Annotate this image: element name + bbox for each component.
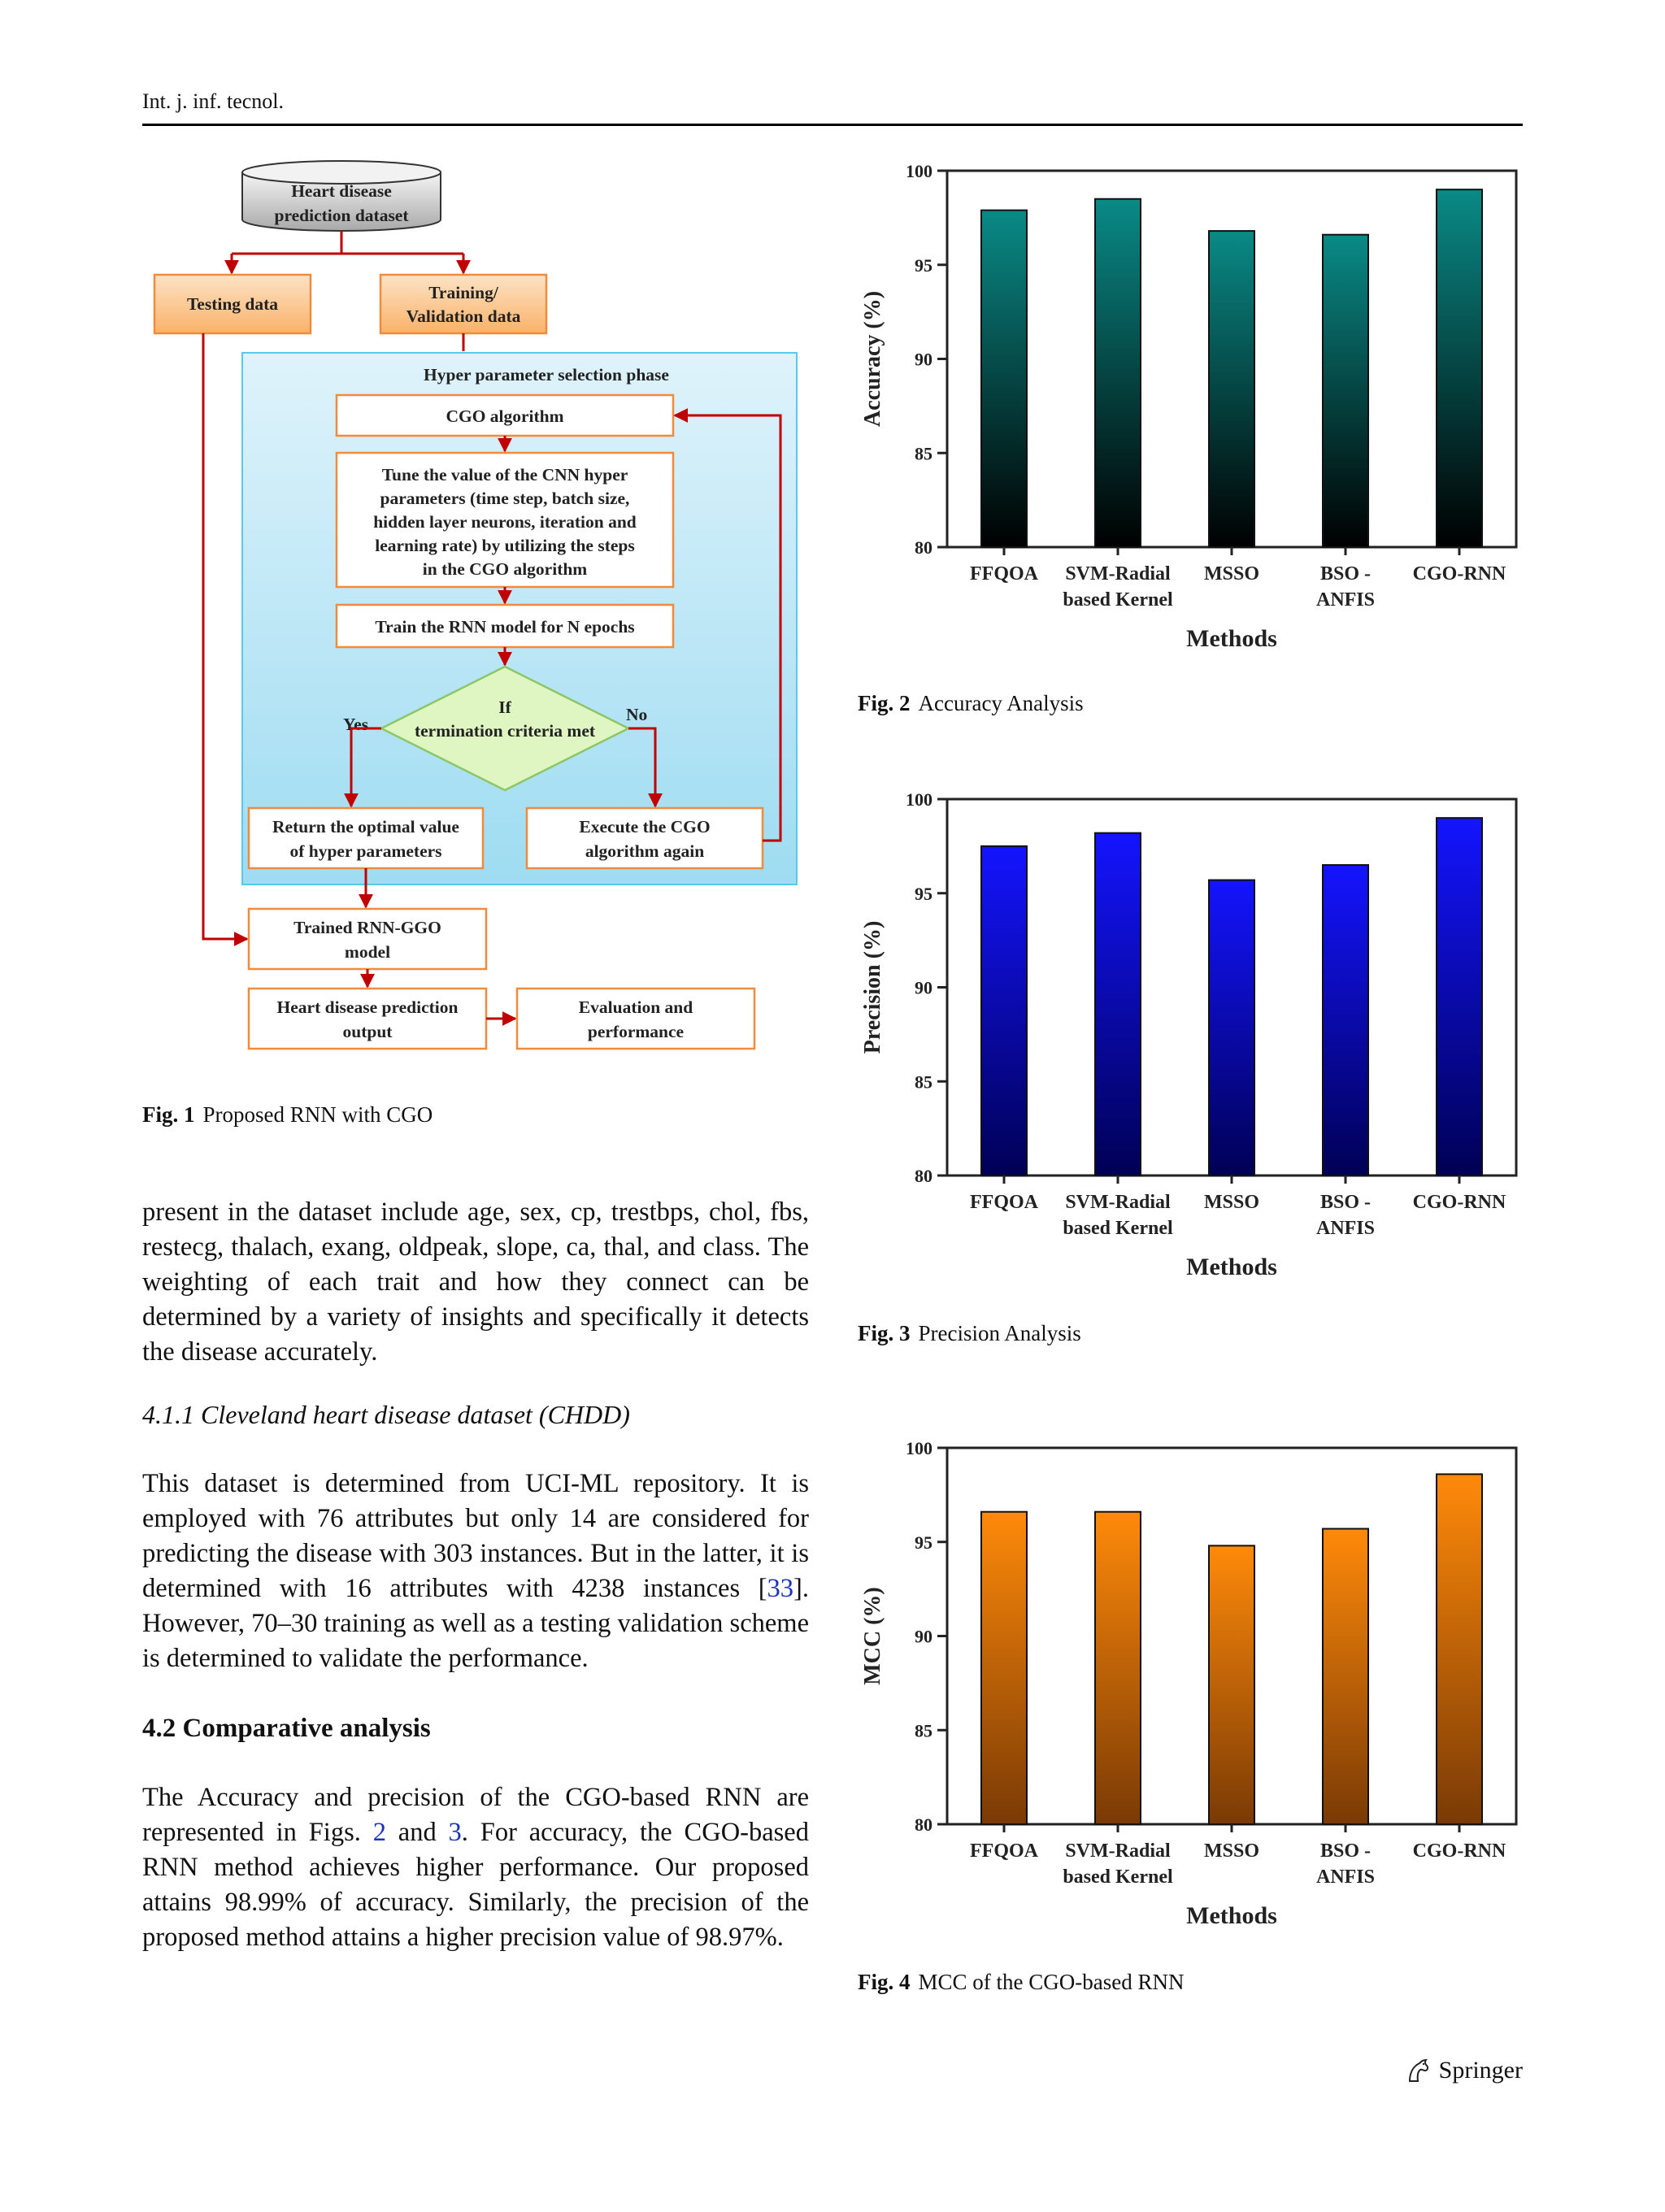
x-tick-label: based Kernel bbox=[1063, 1867, 1173, 1888]
cgo-label: CGO algorithm bbox=[446, 406, 564, 426]
x-tick-label: MSSO bbox=[1203, 563, 1260, 585]
bar bbox=[981, 211, 1027, 547]
y-tick-label: 95 bbox=[915, 254, 932, 276]
fig1-text: Proposed RNN with CGO bbox=[202, 1102, 433, 1127]
fig2-text: Accuracy Analysis bbox=[918, 691, 1084, 715]
fig3-text: Precision Analysis bbox=[918, 1321, 1081, 1345]
dataset-label-2: prediction dataset bbox=[274, 206, 409, 225]
x-tick-label: BSO - bbox=[1319, 1840, 1372, 1862]
y-tick-label: 90 bbox=[915, 1626, 932, 1647]
ref-33-link[interactable]: 33 bbox=[767, 1574, 794, 1603]
x-axis-label: Methods bbox=[1186, 1902, 1277, 1929]
bar bbox=[1437, 818, 1482, 1176]
y-tick-label: 85 bbox=[915, 1071, 932, 1093]
x-tick-label: SVM-Radial bbox=[1065, 563, 1171, 585]
trained-line-2: model bbox=[344, 942, 391, 962]
return-line-1: Return the optimal value bbox=[272, 817, 459, 837]
eval-line-2: performance bbox=[587, 1022, 685, 1041]
x-tick-label: based Kernel bbox=[1063, 1218, 1173, 1239]
dataset-label-1: Heart disease bbox=[291, 181, 392, 201]
y-tick-label: 80 bbox=[915, 1166, 932, 1186]
y-tick-label: 95 bbox=[915, 883, 932, 904]
fig4-label: Fig. 4 bbox=[858, 1970, 911, 1994]
bar bbox=[1437, 189, 1482, 547]
output-line-1: Heart disease prediction bbox=[276, 997, 459, 1017]
return-line-2: of hyper parameters bbox=[289, 841, 442, 861]
x-tick-label: CGO-RNN bbox=[1412, 1192, 1506, 1213]
mcc-chart bbox=[846, 1436, 1537, 1940]
x-tick-label: ANFIS bbox=[1315, 1218, 1376, 1239]
x-tick-label: based Kernel bbox=[1063, 589, 1173, 611]
precision-chart bbox=[846, 787, 1537, 1291]
tune-line-5: in the CGO algorithm bbox=[422, 559, 588, 579]
x-tick-label: BSO - bbox=[1319, 1192, 1372, 1213]
y-tick-label: 95 bbox=[915, 1532, 932, 1553]
subsection-heading: 4.1.1 Cleveland heart disease dataset (CHDD) bbox=[142, 1400, 630, 1429]
fig2-ref-link[interactable]: 2 bbox=[372, 1818, 386, 1847]
y-tick-label: 80 bbox=[915, 537, 932, 558]
x-tick-label: CGO-RNN bbox=[1412, 563, 1506, 585]
x-tick-label: FFQOA bbox=[970, 563, 1038, 585]
fig1-flowchart bbox=[142, 159, 809, 1061]
fig4-caption bbox=[858, 1970, 1184, 1995]
fig3-label: Fig. 3 bbox=[858, 1321, 911, 1345]
springer-horse-icon bbox=[1405, 2057, 1432, 2084]
x-tick-label: MSSO bbox=[1203, 1840, 1260, 1862]
bar bbox=[981, 846, 1027, 1176]
fig1-label: Fig. 1 bbox=[142, 1102, 195, 1127]
execute-line-2: algorithm again bbox=[585, 841, 705, 861]
tune-line-4: learning rate) by utilizing the steps bbox=[375, 536, 635, 555]
y-tick-label: 90 bbox=[915, 977, 932, 998]
tune-line-2: parameters (time step, batch size, bbox=[380, 489, 630, 508]
bar bbox=[1095, 1512, 1141, 1824]
decision-line-1: If bbox=[498, 697, 511, 717]
fig2-caption bbox=[858, 691, 1084, 716]
bar bbox=[1209, 1545, 1254, 1824]
x-tick-label: ANFIS bbox=[1315, 589, 1376, 611]
x-tick-label: MSSO bbox=[1203, 1192, 1260, 1213]
fig2-label: Fig. 2 bbox=[858, 691, 911, 715]
paragraph-comparative bbox=[142, 1780, 809, 1955]
x-tick-label: ANFIS bbox=[1315, 1867, 1376, 1888]
bar bbox=[1323, 235, 1368, 547]
phase-title: Hyper parameter selection phase bbox=[424, 365, 669, 385]
x-tick-label: SVM-Radial bbox=[1065, 1192, 1171, 1213]
testing-label: Testing data bbox=[186, 294, 279, 314]
fig1-caption bbox=[142, 1102, 433, 1128]
y-tick-label: 80 bbox=[915, 1814, 932, 1835]
paragraph-2b: ]. However, 70–30 training as well as a testing validation scheme is determined to validate the performance. bbox=[142, 1574, 810, 1673]
paragraph-1: present in the dataset include age, sex, cp, trestbps, chol, fbs, restecg, thalach, exang, oldpeak, slope, ca, thal, and class. The weighting of each trait and how they connect can be determined by a variety of insights and specifically it detects the disease accurately. bbox=[142, 1197, 809, 1367]
bar bbox=[1323, 865, 1368, 1176]
decision-line-2: termination criteria met bbox=[414, 721, 596, 741]
y-tick-label: 85 bbox=[915, 443, 932, 464]
output-line-2: output bbox=[342, 1022, 393, 1041]
bar bbox=[1437, 1474, 1482, 1824]
journal-name: Int. j. inf. tecnol. bbox=[142, 89, 285, 113]
header-rule bbox=[142, 124, 1523, 126]
x-axis-label: Methods bbox=[1186, 1254, 1277, 1280]
x-tick-label: BSO - bbox=[1319, 563, 1372, 585]
paragraph-2a: This dataset is determined from UCI-ML repository. It is employed with 76 attributes but only 14 are considered for predicting the disease with 303 instances. But in the latter, it is determined with 16 attributes with 4238 instances [ bbox=[142, 1469, 809, 1603]
training-label-2: Validation data bbox=[406, 306, 521, 326]
y-tick-label: 100 bbox=[906, 789, 932, 810]
bar bbox=[1095, 833, 1141, 1176]
yes-label: Yes bbox=[343, 715, 369, 734]
paragraph-attributes bbox=[142, 1195, 809, 1370]
y-tick-label: 90 bbox=[915, 349, 932, 370]
no-label: No bbox=[626, 705, 648, 724]
bar bbox=[1095, 199, 1141, 547]
train-label: Train the RNN model for N epochs bbox=[375, 617, 635, 637]
paragraph-3a: The Accuracy and precision of the CGO-based RNN are represented in Figs. bbox=[142, 1783, 809, 1847]
y-tick-label: 100 bbox=[906, 1438, 932, 1458]
x-tick-label: SVM-Radial bbox=[1065, 1840, 1171, 1862]
x-tick-label: FFQOA bbox=[970, 1840, 1038, 1862]
fig4-text: MCC of the CGO-based RNN bbox=[918, 1970, 1185, 1994]
section-heading: 4.2 Comparative analysis bbox=[142, 1714, 431, 1743]
paragraph-3b: . For accuracy, the CGO-based RNN method achieves higher performance. Our proposed attains 98.99% of accuracy. Similarly, the precision of the proposed method attains a higher precision value of 98.97%. bbox=[142, 1818, 809, 1952]
x-tick-label: FFQOA bbox=[970, 1192, 1038, 1213]
springer-logo bbox=[1405, 2057, 1523, 2084]
tune-line-3: hidden layer neurons, iteration and bbox=[373, 512, 637, 532]
bar bbox=[1209, 880, 1254, 1176]
y-tick-label: 100 bbox=[906, 161, 932, 181]
bar bbox=[1209, 231, 1254, 547]
publisher-name: Springer bbox=[1438, 2057, 1523, 2084]
eval-line-1: Evaluation and bbox=[578, 997, 693, 1017]
execute-line-1: Execute the CGO bbox=[579, 817, 711, 837]
y-tick-label: 85 bbox=[915, 1720, 932, 1741]
bar bbox=[1323, 1529, 1368, 1824]
paragraph-chdd bbox=[142, 1467, 809, 1676]
accuracy-chart bbox=[846, 159, 1537, 663]
y-axis-label: Accuracy (%) bbox=[860, 290, 885, 428]
x-tick-label: CGO-RNN bbox=[1412, 1840, 1506, 1862]
paragraph-3-and: and bbox=[385, 1818, 449, 1847]
fig3-caption bbox=[858, 1321, 1081, 1346]
tune-line-1: Tune the value of the CNN hyper bbox=[381, 465, 628, 485]
x-axis-label: Methods bbox=[1186, 625, 1277, 652]
y-axis-label: MCC (%) bbox=[860, 1587, 885, 1685]
y-axis-label: Precision (%) bbox=[860, 920, 885, 1054]
trained-line-1: Trained RNN-GGO bbox=[293, 918, 441, 937]
dataset-cylinder bbox=[242, 161, 441, 231]
fig3-ref-link[interactable]: 3 bbox=[448, 1818, 462, 1847]
training-label-1: Training/ bbox=[428, 283, 498, 302]
bar bbox=[981, 1512, 1027, 1824]
